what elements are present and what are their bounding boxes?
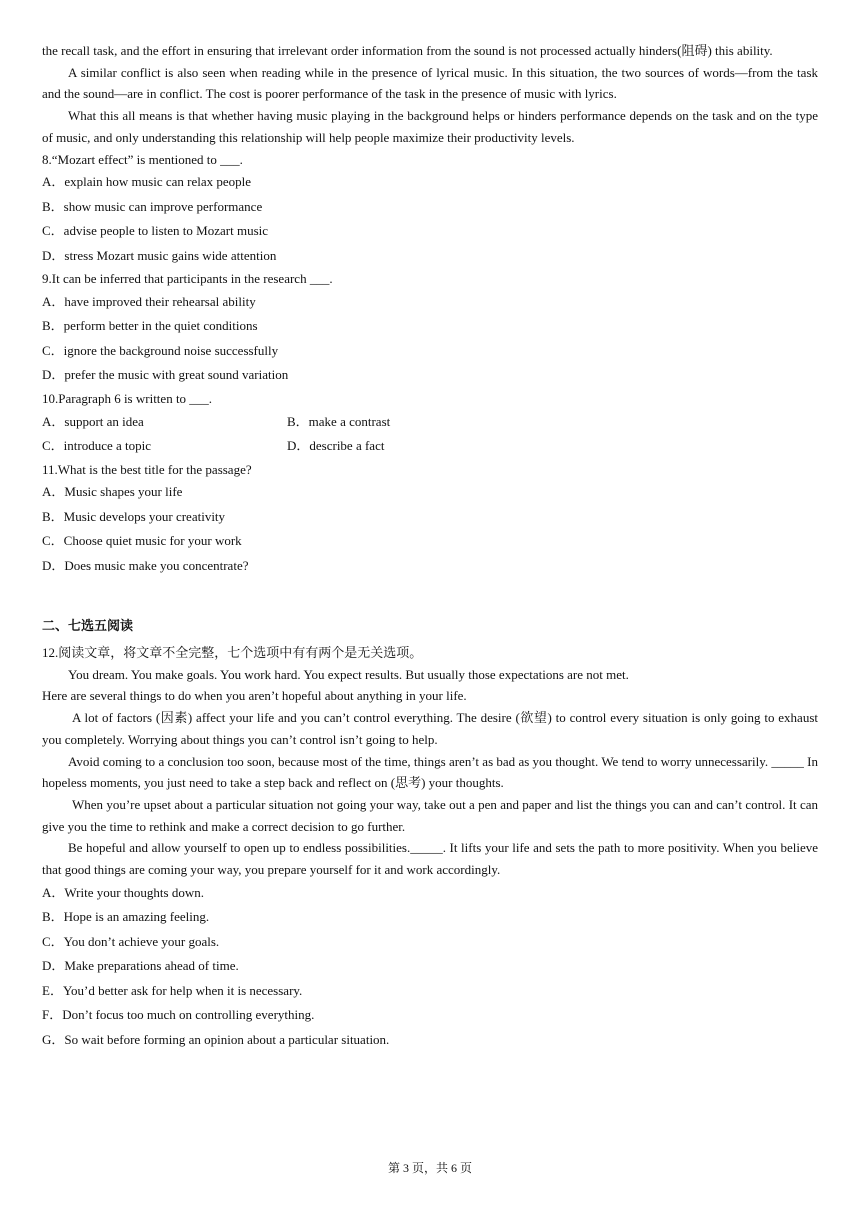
passage-paragraph: the recall task, and the effort in ensuring that irrelevant order information from the sound is not processed actually hinders(阻碍) this ability. (42, 43, 773, 58)
passage-paragraph: Be hopeful and allow yourself to open up to endless possibilities._____. It lifts your life and sets the path to more positivity. When you believe that good things are coming your way, you prepare yourself for it and work accordingly. (42, 840, 818, 878)
page-footer: 第 3 页，共 6 页 (387, 1161, 472, 1175)
answer-option: C．You don’t achieve your goals. (42, 933, 220, 949)
answer-option: C．Choose quiet music for your work (42, 533, 242, 549)
answer-option: A．support an idea (42, 413, 144, 429)
answer-option: D．prefer the music with great sound variation (42, 367, 289, 383)
answer-option: G．So wait before forming an opinion about a particular situation. (42, 1031, 390, 1047)
question-stem: 11.What is the best title for the passage? (42, 461, 252, 477)
answer-option: B．make a contrast (287, 413, 391, 429)
answer-options-grid (42, 410, 818, 459)
answer-option: B．perform better in the quiet conditions (42, 318, 258, 334)
answer-option: E．You’d better ask for help when it is necessary. (42, 982, 303, 998)
section-title: 二、七选五阅读 (42, 619, 134, 635)
answer-option: D．Make preparations ahead of time. (42, 958, 239, 974)
answer-option: C．ignore the background noise successfully (42, 342, 279, 358)
passage-paragraph: A similar conflict is also seen when reading while in the presence of lyrical music. In this situation, the two sources of words—from the task and the sound—are in conflict. The cost is poorer performance of the task in the presence of music with lyrics. (42, 64, 818, 102)
answer-option: F．Don’t focus too much on controlling everything. (42, 1007, 315, 1023)
section-instruction: 12.阅读文章，将文章不全完整，七个选项中有有两个是无关选项。 (42, 645, 423, 661)
question-stem: 10.Paragraph 6 is written to ___. (42, 390, 213, 406)
page-content (42, 40, 818, 1052)
answer-option: B．show music can improve performance (42, 198, 263, 214)
passage-paragraph: A lot of factors (因素) affect your life and you can’t control everything. The desire (欲望) to control every situation is only going to exhaust you completely. Worrying about things you can’t control isn’t going to help. (42, 710, 818, 747)
passage-paragraph: When you’re upset about a particular situation not going your way, take out a pen and paper and list the things you can and can’t control. It can give you the time to rethink and make a correct decision to go further. (42, 796, 818, 834)
passage-paragraph: Avoid coming to a conclusion too soon, because most of the time, things aren’t as bad as you thought. We tend to worry unnecessarily. _____ In hopeless moments, you just need to take a step back and reflect on (思考) your thoughts. (42, 753, 818, 791)
passage-paragraph: Here are several things to do when you aren’t hopeful about anything in your life. (42, 688, 467, 704)
answer-option: B．Music develops your creativity (42, 508, 226, 524)
answer-option: A．explain how music can relax people (42, 174, 252, 190)
answer-option: D．describe a fact (287, 438, 385, 454)
answer-option: D．stress Mozart music gains wide attention (42, 247, 277, 263)
answer-option: C．introduce a topic (42, 438, 152, 454)
answer-option: B．Hope is an amazing feeling. (42, 909, 210, 925)
answer-option: D．Does music make you concentrate? (42, 557, 249, 573)
passage-paragraph: What this all means is that whether having music playing in the background helps or hinders performance depends on the task and on the type of music, and only understanding this relationship will help people maximize their productivity levels. (42, 108, 818, 145)
answer-option: A．have improved their rehearsal ability (42, 293, 256, 309)
answer-option: A．Write your thoughts down. (42, 884, 204, 900)
question-stem: 8.“Mozart effect” is mentioned to ___. (42, 151, 243, 167)
answer-option: A．Music shapes your life (42, 484, 183, 500)
passage-paragraph: You dream. You make goals. You work hard. You expect results. But usually those expectations are not met. (68, 666, 629, 682)
answer-option: C．advise people to listen to Mozart music (42, 223, 269, 239)
question-stem: 9.It can be inferred that participants in the research ___. (42, 271, 333, 287)
